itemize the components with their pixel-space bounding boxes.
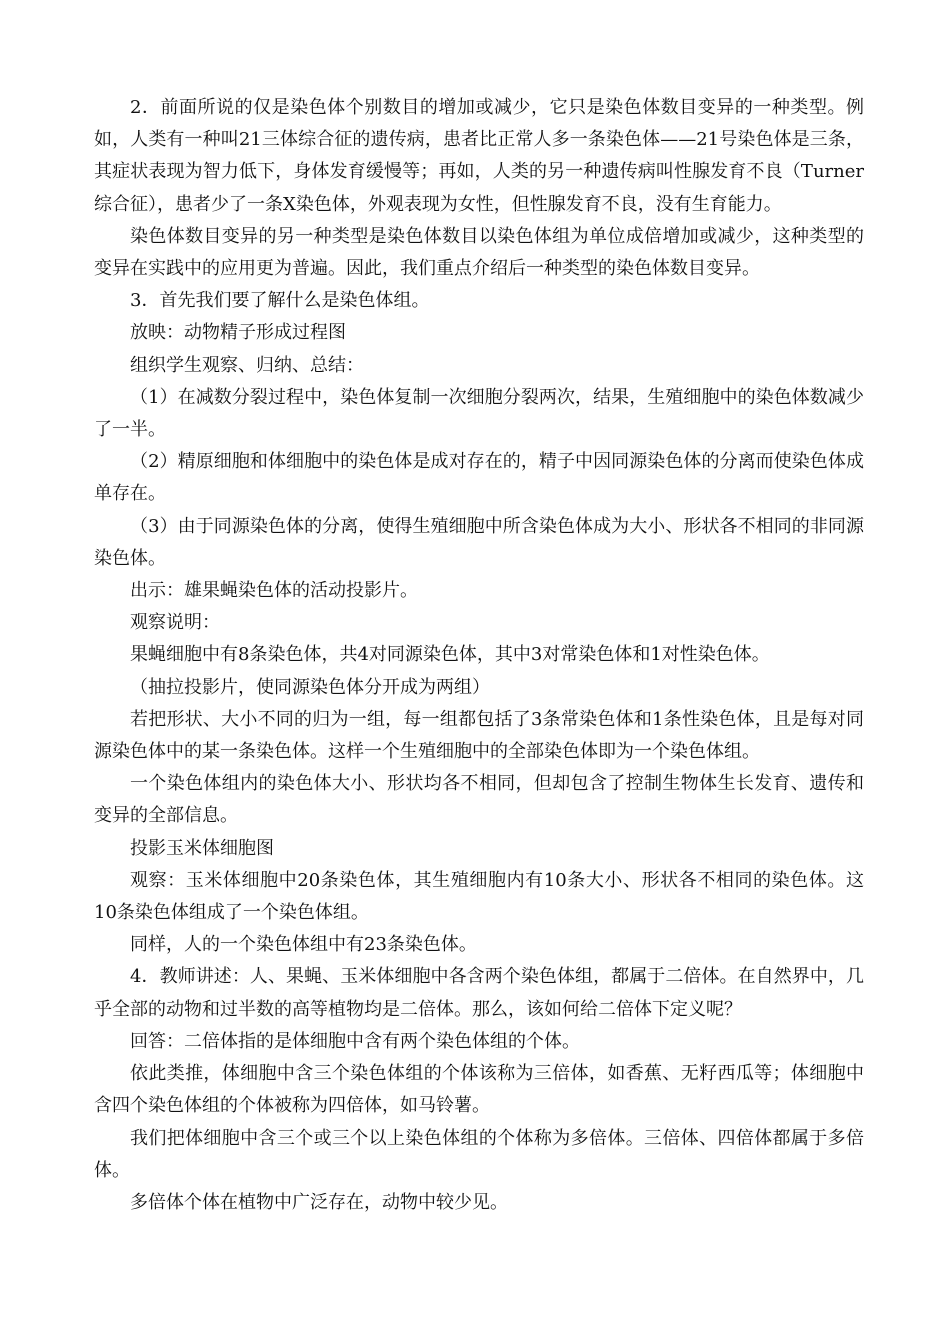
paragraph-triploid-tetraploid: 依此类推，体细胞中含三个染色体组的个体该称为三倍体，如香蕉、无籽西瓜等；体细胞中含四个染色体组的个体被称为四倍体，如马铃薯。 [94, 1063, 864, 1117]
paragraph-point-2: （2）精原细胞和体细胞中的染色体是成对存在的，精子中因同源染色体的分离而使染色体成单存在。 [94, 451, 864, 505]
paragraph-show-sperm-formation: 放映：动物精子形成过程图 [130, 322, 346, 344]
paragraph-what-is-chromosome-set: 3．首先我们要了解什么是染色体组。 [130, 290, 430, 312]
paragraph-chromosome-number-variation-types: 2．前面所说的仅是染色体个别数目的增加或减少，它只是染色体数目变异的一种类型。例如，人类有一种叫21三体综合征的遗传病，患者比正常人多一条染色体——21号染色体是三条，其症状表现为智力低下，身体发育缓慢等；再如，人类的另一种遗传病叫性腺发育不良（Turner综合征），患者少了一条X染色体，外观表现为女性，但性腺发育不良，没有生育能力。 [94, 97, 864, 215]
paragraph-organize-observation: 组织学生观察、归纳、总结： [130, 354, 364, 376]
paragraph-human-chromosome-set: 同样，人的一个染色体组中有23条染色体。 [130, 934, 477, 956]
paragraph-diploid-answer: 回答：二倍体指的是体细胞中含有两个染色体组的个体。 [130, 1030, 580, 1052]
paragraph-corn-observation: 观察：玉米体细胞中20条染色体，其生殖细胞内有10条大小、形状各不相同的染色体。这10条染色体组成了一个染色体组。 [94, 869, 864, 924]
document-body [94, 92, 864, 1219]
paragraph-show-drosophila-slide: 出示：雄果蝇染色体的活动投影片。 [130, 580, 418, 602]
paragraph-teacher-diploid-question: 4．教师讲述：人、果蝇、玉米体细胞中各含两个染色体组，都属于二倍体。在自然界中，几乎全部的动物和过半数的高等植物均是二倍体。那么，该如何给二倍体下定义呢？ [94, 966, 864, 1020]
paragraph-grouping-definition: 若把形状、大小不同的归为一组，每一组都包括了3条常染色体和1条性染色体，且是每对同源染色体中的某一条染色体。这样一个生殖细胞中的全部染色体即为一个染色体组。 [94, 708, 864, 763]
paragraph-project-corn-cells: 投影玉米体细胞图 [130, 837, 274, 859]
paragraph-pull-slide: （抽拉投影片，使同源染色体分开成为两组） [130, 676, 490, 698]
paragraph-drosophila-chromosomes: 果蝇细胞中有8条染色体，共4对同源染色体，其中3对常染色体和1对性染色体。 [130, 644, 770, 666]
paragraph-observation-notes: 观察说明： [130, 612, 220, 634]
paragraph-chromosome-set-variation: 染色体数目变异的另一种类型是染色体数目以染色体组为单位成倍增加或减少，这种类型的变异在实践中的应用更为普遍。因此，我们重点介绍后一种类型的染色体数目变异。 [94, 225, 864, 280]
paragraph-point-1: （1）在减数分裂过程中，染色体复制一次细胞分裂两次，结果，生殖细胞中的染色体数减少了一半。 [94, 386, 864, 441]
paragraph-polyploid-definition: 我们把体细胞中含三个或三个以上染色体组的个体称为多倍体。三倍体、四倍体都属于多倍体。 [94, 1127, 864, 1181]
paragraph-chromosome-set-information: 一个染色体组内的染色体大小、形状均各不相同，但却包含了控制生物体生长发育、遗传和变异的全部信息。 [94, 773, 864, 827]
paragraph-point-3: （3）由于同源染色体的分离，使得生殖细胞中所含染色体成为大小、形状各不相同的非同源染色体。 [94, 515, 864, 569]
paragraph-polyploid-occurrence: 多倍体个体在植物中广泛存在，动物中较少见。 [130, 1191, 508, 1213]
